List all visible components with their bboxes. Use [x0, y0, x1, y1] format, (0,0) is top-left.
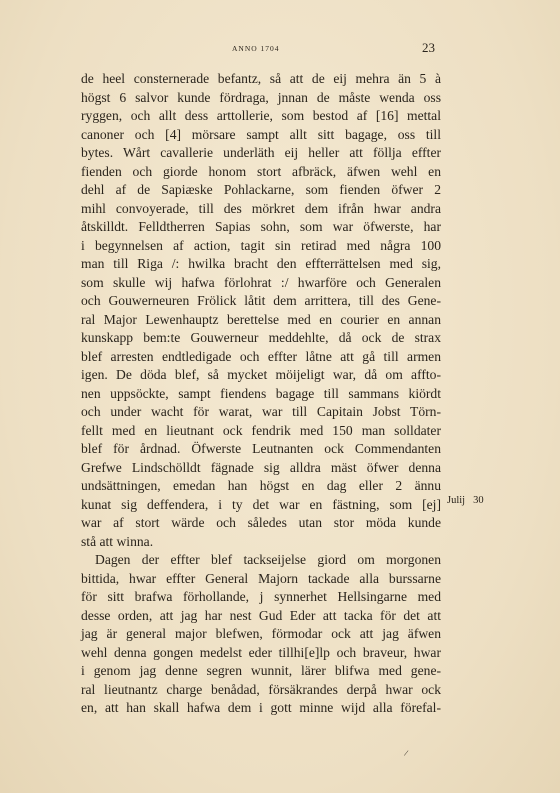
- text-line: som skulle wij hafwa förlohrat :/ hwarföre och Generalen: [81, 274, 441, 290]
- text-line: ryggen, och allt dess arttollerie, som bestod af [16] mettal: [81, 108, 441, 123]
- text-line: bytes. Wårt cavallerie underläth eij heller att föllja effter: [81, 145, 441, 160]
- text-line: nen uppsöckte, sampt fiendens bagage till sammans kiördt: [81, 385, 441, 401]
- text-line: i begynnelsen af action, tagit sin retirad med några 100: [81, 237, 441, 253]
- margin-month: Julij: [447, 495, 466, 506]
- text-line: i genom jag denne segren wunnit, lärer blifwa med gene-: [81, 663, 441, 678]
- text-line: wehl denna gongen medelst eder tillhi[e]lp och braveur, hwar: [81, 644, 441, 660]
- text-line: kunskapp bem:te Gouwerneur meddehlte, då ock de strax: [81, 330, 441, 345]
- text-line: man till Riga /: hwilka bracht den effterrättelsen med sig,: [81, 256, 441, 271]
- margin-day: 30: [473, 495, 484, 506]
- text-line: ral Major Lewenhauptz berettelse med en courier en annan: [81, 311, 441, 327]
- page-number: 23: [422, 40, 435, 55]
- text-line: desse orden, att jag har nest Gud Eder att tacka för det att: [81, 607, 441, 623]
- text-line: mihl convoyerade, till des mörkret dem ifrån hwar andra: [81, 200, 441, 216]
- text-line: dehl af de Sapiæske Pohlackarne, som fienden öfwer 2: [81, 182, 441, 197]
- pencil-mark: /: [403, 747, 410, 759]
- running-head: ANNO 1704: [232, 44, 280, 53]
- text-line: för sitt brafwa förhollande, j synnerhet Hellsingarne med: [81, 589, 441, 604]
- text-line: och Gouwerneuren Frölick låtit dem arrittera, till des Gene-: [81, 293, 441, 308]
- paragraph-end-line: stå att winna.: [81, 533, 154, 549]
- text-line: igen. De döda blef, så mycket möijeligt war, då om affto-: [81, 367, 441, 382]
- text-line: bittida, hwar effter General Majorn tackade alla burssarne: [81, 570, 441, 586]
- text-line: blef arresten endtledigade och effter låtne att gå till armen: [81, 348, 441, 364]
- margin-date-note: [447, 495, 484, 506]
- text-line: war af stort wärde och således utan stor möda kunde: [81, 515, 441, 530]
- paragraph-start-line: Dagen der effter blef tackseijelse giord om morgonen: [95, 552, 441, 567]
- text-line: blef för årdnad. Öfwerste Leutnanten ock Commendanten: [81, 441, 441, 456]
- text-line: ral lieutnantz charge benådad, försäkrandes derpå hwar ock: [81, 681, 441, 697]
- text-line: en, att han skall hafwa dem i gott minne wijd alla förefal-: [81, 700, 441, 715]
- text-line: jag är general major blefwen, förmodar ock att jag äfwen: [81, 626, 441, 641]
- text-line: kunat sig deffendera, i ty det war en fästning, som [ej]: [81, 496, 441, 512]
- text-line: canoner och [4] mörsare sampt allt sitt bagage, oss till: [81, 126, 441, 142]
- text-line: undsättningen, emedan han högst en dag eller 2 ännu: [81, 478, 441, 493]
- text-line: fellt med en lieutnant ock fendrik med 150 man solldater: [81, 422, 441, 438]
- text-line: och under wacht för warat, war till Capitain Jobst Törn-: [81, 404, 441, 419]
- text-line: de heel consternerade befantz, så att de eij mehra än 5 à: [81, 71, 441, 86]
- text-line: Grefwe Lindschölldt fägnade sig alldra mäst öfwer denna: [81, 459, 441, 475]
- text-line: högst 6 salvor kunde fördraga, jnnan de måste wenda oss: [81, 89, 441, 105]
- text-line: åtskilldt. Felldtherren Sapias sohn, som war öfwerste, har: [81, 219, 441, 234]
- text-line: fienden och giorde honom stort afbräck, äfwen wehl en: [81, 163, 441, 179]
- body-text: [81, 70, 441, 718]
